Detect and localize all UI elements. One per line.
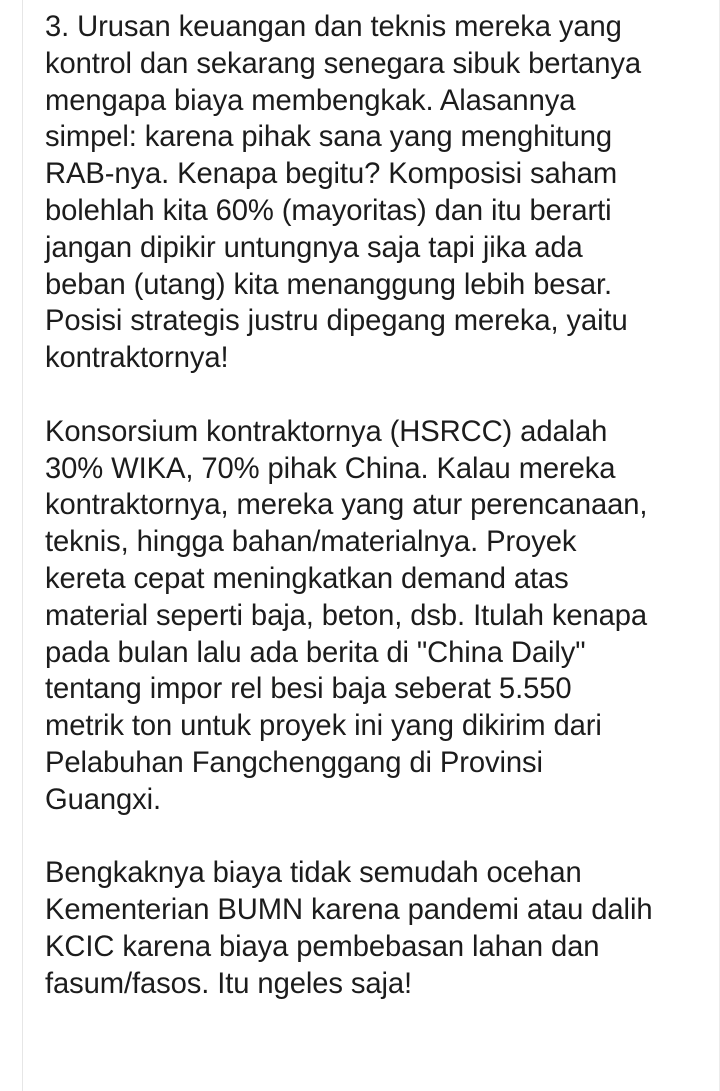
text-line: jangan dipikir untungnya saja tapi jika ada	[45, 231, 583, 264]
text-line: kontraktornya!	[45, 342, 229, 375]
text-line: 3. Urusan keuangan dan teknis mereka yang	[45, 11, 622, 43]
text-line: Guangxi.	[45, 783, 162, 816]
text-line: bolehlah kita 60% (mayoritas) dan itu berarti	[45, 194, 612, 227]
text-line: simpel: karena pihak sana yang menghitung	[45, 121, 613, 154]
text-line: Kementerian BUMN karena pandemi atau dalih	[45, 894, 653, 927]
text-line: teknis, hingga bahan/materialnya. Proyek	[45, 526, 577, 559]
left-divider	[22, 0, 23, 1091]
text-line: Posisi strategis justru dipegang mereka, yaitu	[45, 305, 628, 338]
text-line: RAB-nya. Kenapa begitu? Komposisi saham	[45, 158, 618, 191]
paragraph-consortium	[45, 414, 705, 819]
text-line: Konsorsium kontraktornya (HSRCC) adalah	[45, 415, 608, 448]
text-line: KCIC karena biaya pembebasan lahan dan	[45, 930, 600, 963]
text-line: kontraktornya, mereka yang atur perencanaan,	[45, 489, 648, 522]
post-body-text	[45, 9, 705, 1003]
text-line: 30% WIKA, 70% pihak China. Kalau mereka	[45, 452, 616, 485]
text-line: fasum/fasos. Itu ngeles saja!	[45, 967, 413, 1000]
text-line: kontrol dan sekarang senegara sibuk bertanya	[45, 47, 641, 80]
text-line: mengapa biaya membengkak. Alasannya	[45, 84, 576, 117]
text-line: Pelabuhan Fangchenggang di Provinsi	[45, 746, 543, 779]
text-line: Bengkaknya biaya tidak semudah ocehan	[45, 857, 582, 890]
paragraph-point-3	[45, 9, 705, 377]
text-line: pada bulan lalu ada berita di "China Daily"	[45, 636, 586, 669]
text-line: kereta cepat meningkatkan demand atas	[45, 562, 569, 595]
text-line: metrik ton untuk proyek ini yang dikirim dari	[45, 710, 602, 743]
paragraph-cost-overrun	[45, 855, 705, 1002]
text-line: tentang impor rel besi baja seberat 5.550	[45, 673, 572, 706]
text-line: beban (utang) kita menanggung lebih besar.	[45, 268, 612, 301]
text-line: material seperti baja, beton, dsb. Itulah kenapa	[45, 599, 648, 632]
